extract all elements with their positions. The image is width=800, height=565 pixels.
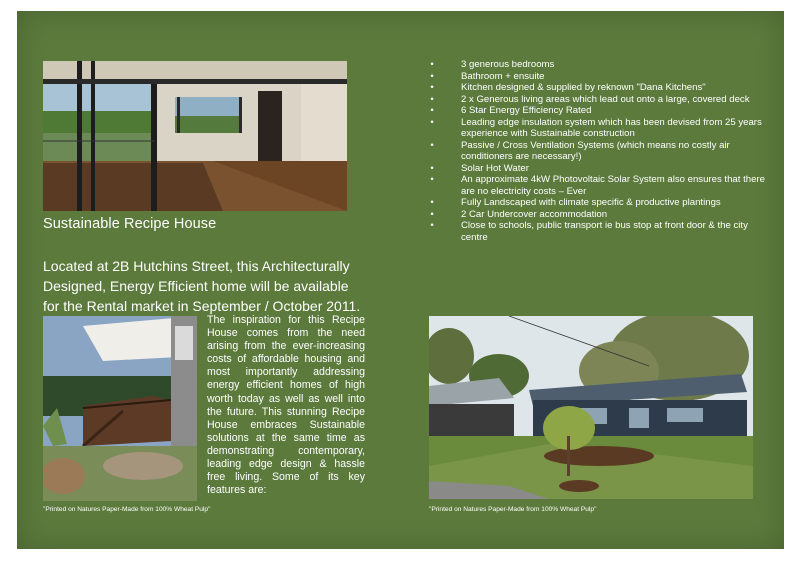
bullet-icon: • <box>430 139 434 151</box>
house-exterior-photo <box>429 316 753 499</box>
brochure-page <box>17 11 784 549</box>
list-item: • Kitchen designed & supplied by reknown "Dana Kitchens" <box>427 82 767 94</box>
bullet-icon: • <box>430 93 434 105</box>
features-list <box>427 59 767 243</box>
bullet-icon: • <box>430 197 434 208</box>
intro-paragraph: Located at 2B Hutchins Street, this Architecturally Designed, Energy Efficient home will be available for the Rental market in September / October 2011. <box>43 258 361 314</box>
bullet-icon: • <box>430 82 434 93</box>
list-item: • 6 Star Energy Efficiency Rated <box>427 105 767 117</box>
list-item: • Fully Landscaped with climate specific & productive plantings <box>427 197 767 209</box>
bullet-icon: • <box>430 59 434 70</box>
list-item: • 3 generous bedrooms <box>427 59 767 71</box>
list-item: • 2 Car Undercover accommodation <box>427 209 767 221</box>
bullet-icon: • <box>430 220 434 231</box>
property-title: Sustainable Recipe House <box>43 216 217 232</box>
paper-caption-left: "Printed on Natures Paper-Made from 100% Wheat Pulp" <box>43 506 211 513</box>
bullet-icon: • <box>430 208 434 220</box>
bullet-icon: • <box>430 70 434 82</box>
deck-photo <box>43 316 197 501</box>
paper-caption-right: "Printed on Natures Paper-Made from 100% Wheat Pulp" <box>429 506 597 513</box>
bullet-icon: • <box>430 116 434 128</box>
list-item: • An approximate 4kW Photovoltaic Solar System also ensures that there are no electricity costs – Ever <box>427 174 767 197</box>
list-item: • Passive / Cross Ventilation Systems (which means no costly air conditioners are necessary!) <box>427 140 767 163</box>
interior-photo <box>43 61 347 211</box>
list-item: • Bathroom + ensuite <box>427 71 767 83</box>
list-item: • Close to schools, public transport ie bus stop at front door & the city centre <box>427 220 767 243</box>
list-item: • Solar Hot Water <box>427 163 767 175</box>
bullet-icon: • <box>430 105 434 116</box>
body-paragraph: The inspiration for this Recipe House comes from the need arising from the ever-increasing costs of affordable housing and most importantly addressing energy efficient homes of high worth today as well as well into the future. This stunning Recipe House embraces Sustainable solutions at the same time as demonstrating contemporary, leading edge design & hassle free living. Some of its key features are: <box>207 314 365 497</box>
bullet-icon: • <box>430 162 434 174</box>
bullet-icon: • <box>430 174 434 185</box>
list-item: • Leading edge insulation system which has been devised from 25 years experience with Sustainable construction <box>427 117 767 140</box>
list-item: • 2 x Generous living areas which lead out onto a large, covered deck <box>427 94 767 106</box>
